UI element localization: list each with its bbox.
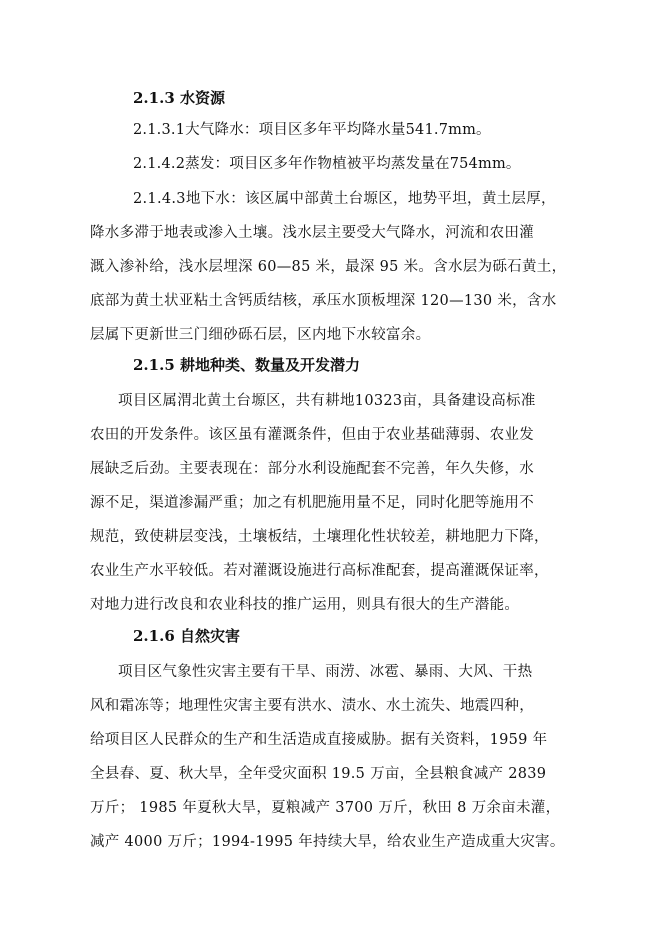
section-heading-water: 2.1.3 水资源 xyxy=(133,89,225,107)
paragraph-groundwater-line: 底部为黄土状亚粘土含钙质结核，承压水顶板埋深 120—130 米，含水 xyxy=(90,293,557,309)
paragraph-groundwater-line: 溉入渗补给，浅水层埋深 60—85 米，最深 95 米。含水层为砾石黄土， xyxy=(90,259,567,275)
paragraph-groundwater-line: 2.1.4.3地下水：该区属中部黄土台塬区，地势平坦，黄土层厚， xyxy=(133,191,556,207)
paragraph-farmland-line: 项目区属渭北黄土台塬区，共有耕地10323亩，具备建设高标准 xyxy=(118,393,536,409)
section-heading-farmland: 2.1.5 耕地种类、数量及开发潜力 xyxy=(133,356,360,374)
paragraph-disaster-line: 项目区气象性灾害主要有干旱、雨涝、冰雹、暴雨、大风、干热 xyxy=(118,664,533,680)
paragraph-disaster-line: 风和霜冻等；地理性灾害主要有洪水、渍水、水土流失、地震四种， xyxy=(90,698,534,714)
paragraph-farmland-line: 规范，致使耕层变浅，土壤板结，土壤理化性状较差，耕地肥力下降， xyxy=(90,529,549,545)
section-heading-disaster: 2.1.6 自然灾害 xyxy=(133,627,240,645)
paragraph-farmland-line: 对地力进行改良和农业科技的推广运用，则具有很大的生产潜能。 xyxy=(90,597,520,613)
paragraph-farmland-line: 展缺乏后劲。主要表现在：部分水利设施配套不完善，年久失修，水 xyxy=(90,461,534,477)
paragraph-rainfall: 2.1.3.1大气降水：项目区多年平均降水量541.7mm。 xyxy=(133,122,491,138)
paragraph-groundwater-line: 层属下更新世三门细砂砾石层，区内地下水较富余。 xyxy=(90,327,431,343)
paragraph-evaporation: 2.1.4.2蒸发：项目区多年作物植被平均蒸发量在754mm。 xyxy=(133,156,521,172)
paragraph-disaster-line: 减产 4000 万斤；1994-1995 年持续大旱，给农业生产造成重大灾害。 xyxy=(90,834,565,850)
paragraph-farmland-line: 农业生产水平较低。若对灌溉设施进行高标准配套，提高灌溉保证率， xyxy=(90,563,549,579)
paragraph-disaster-line: 万斤； 1985 年夏秋大旱，夏粮减产 3700 万斤，秋田 8 万余亩未灌， xyxy=(90,800,561,816)
paragraph-groundwater-line: 降水多滞于地表或渗入土壤。浅水层主要受大气降水，河流和农田灌 xyxy=(90,225,534,241)
paragraph-disaster-line: 全县春、夏、秋大旱，全年受灾面积 19.5 万亩，全县粮食减产 2839 xyxy=(90,766,547,782)
paragraph-farmland-line: 农田的开发条件。该区虽有灌溉条件，但由于农业基础薄弱、农业发 xyxy=(90,427,534,443)
paragraph-disaster-line: 给项目区人民群众的生产和生活造成直接威胁。据有关资料，1959 年 xyxy=(90,732,548,748)
paragraph-farmland-line: 源不足，渠道渗漏严重；加之有机肥施用量不足，同时化肥等施用不 xyxy=(90,495,534,511)
